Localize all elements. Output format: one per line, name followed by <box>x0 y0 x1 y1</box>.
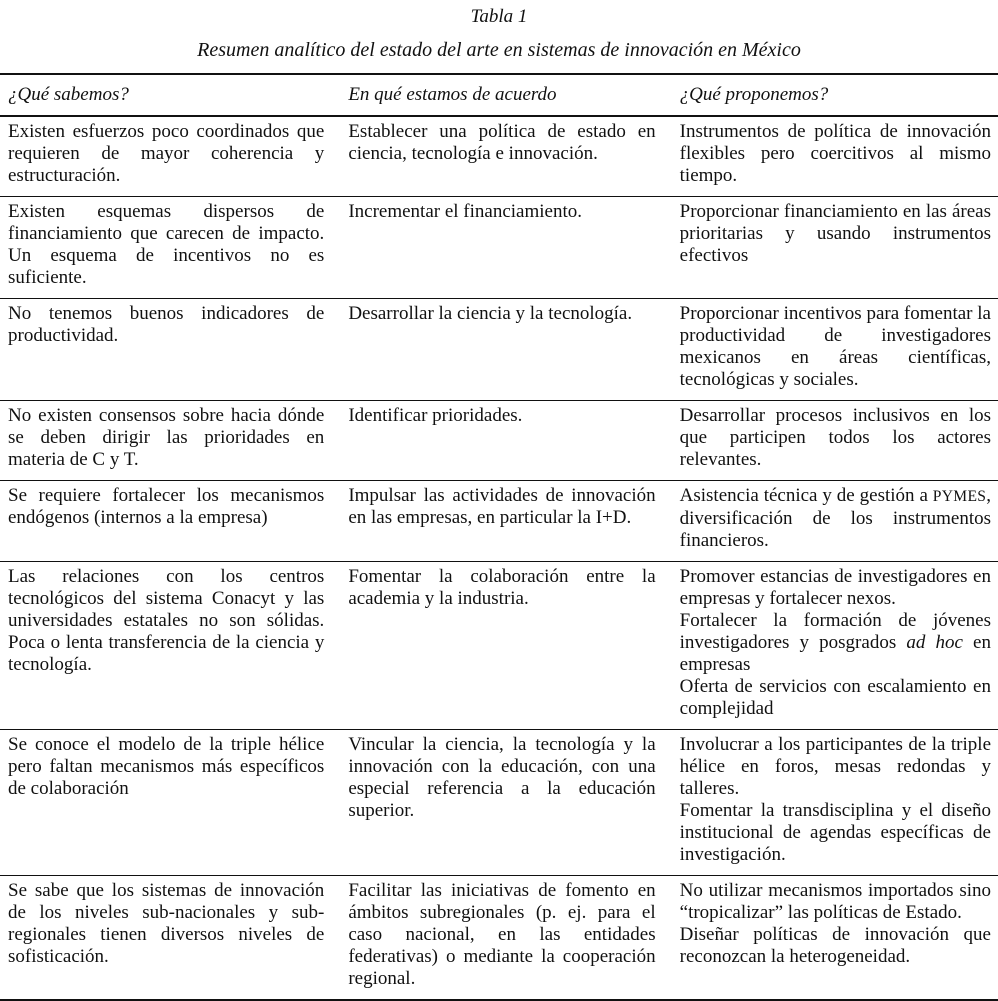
cell-paragraph: Existen esquemas dispersos de financiamiento que carecen de impacto. Un esquema de incentivos no es suficiente. <box>8 201 325 288</box>
cell-paragraph: Facilitar las iniciativas de fomento en ámbitos subregionales (p. ej. para el caso nacional, en las entidades federativas) o mediante la cooperación regional. <box>348 880 656 989</box>
cell-paragraph: Proporcionar incentivos para fomentar la productividad de investigadores mexicanos en áreas científicas, tecnológicas y sociales. <box>679 303 991 390</box>
cell-paragraph: Vincular la ciencia, la tecnología y la innovación con la educación, con una especial referencia a la educación superior. <box>348 734 656 821</box>
table-body <box>0 116 998 1000</box>
cell-proponemos <box>672 197 998 299</box>
table-row <box>0 401 998 481</box>
cell-paragraph: No existen consensos sobre hacia dónde se deben dirigir las prioridades en materia de C y T. <box>8 405 325 470</box>
table-row <box>0 197 998 299</box>
cell-proponemos <box>672 562 998 730</box>
table-caption-number: Tabla 1 <box>470 6 528 27</box>
cell-proponemos <box>672 730 998 876</box>
column-header-que-proponemos: ¿Qué proponemos? <box>672 74 998 116</box>
cell-proponemos <box>672 116 998 197</box>
cell-paragraph: Incrementar el financiamiento. <box>348 201 582 222</box>
smallcaps-text: PYMES <box>932 488 987 505</box>
cell-proponemos <box>672 876 998 1001</box>
cell-paragraph: Las relaciones con los centros tecnológicos del sistema Conacyt y las universidades estatales no son sólidas. Poca o lenta transferencia de la ciencia y tecnología. <box>8 566 325 675</box>
table-row <box>0 481 998 562</box>
cell-paragraph: Desarrollar procesos inclusivos en los que participen todos los actores relevantes. <box>679 405 991 470</box>
cell-paragraph: Desarrollar la ciencia y la tecnología. <box>348 303 633 324</box>
cell-paragraph: Promover estancias de investigadores en empresas y fortalecer nexos. <box>679 566 991 609</box>
cell-paragraph: Involucrar a los participantes de la triple hélice en foros, mesas redondas y talleres. <box>679 734 991 799</box>
cell-paragraph: Identificar prioridades. <box>348 405 523 426</box>
cell-sabemos <box>0 730 340 876</box>
cell-paragraph <box>680 485 991 552</box>
cell-acuerdo <box>340 197 671 299</box>
cell-paragraph: No utilizar mecanismos importados sino “tropicalizar” las políticas de Estado. <box>679 880 991 923</box>
cell-acuerdo <box>340 562 671 730</box>
cell-paragraph: Se sabe que los sistemas de innovación de los niveles sub-nacionales y sub-regionales tienen diversos niveles de sofisticación. <box>8 880 325 967</box>
cell-sabemos <box>0 562 340 730</box>
cell-sabemos <box>0 481 340 562</box>
cell-acuerdo <box>340 299 671 401</box>
cell-paragraph <box>680 610 991 676</box>
cell-paragraph: No tenemos buenos indicadores de productividad. <box>8 303 325 346</box>
paper-page <box>0 5 998 1001</box>
italic-text: ad hoc <box>906 632 963 653</box>
cell-paragraph: Fomentar la colaboración entre la academia y la industria. <box>348 566 656 609</box>
text-segment: en empresas <box>679 632 991 675</box>
table-row <box>0 299 998 401</box>
cell-paragraph: Se requiere fortalecer los mecanismos endógenos (internos a la empresa) <box>8 485 325 528</box>
table-row <box>0 730 998 876</box>
cell-paragraph: Instrumentos de política de innovación flexibles pero coercitivos al mismo tiempo. <box>679 121 991 186</box>
cell-paragraph: Existen esfuerzos poco coordinados que requieren de mayor coherencia y estructuración. <box>8 121 325 186</box>
cell-sabemos <box>0 299 340 401</box>
cell-paragraph: Se conoce el modelo de la triple hélice pero faltan mecanismos más específicos de colaboración <box>8 734 325 799</box>
cell-paragraph: Oferta de servicios con escalamiento en complejidad <box>679 676 991 719</box>
table-caption-title: Resumen analítico del estado del arte en sistemas de innovación en México <box>197 39 801 61</box>
cell-acuerdo <box>340 730 671 876</box>
column-header-en-que-estamos-de-acuerdo: En qué estamos de acuerdo <box>340 74 671 116</box>
cell-acuerdo <box>340 401 671 481</box>
innovation-summary-table <box>0 73 998 1001</box>
cell-paragraph: Impulsar las actividades de innovación en las empresas, en particular la I+D. <box>348 485 656 528</box>
cell-paragraph: Diseñar políticas de innovación que reconozcan la heterogeneidad. <box>679 924 991 967</box>
text-segment: , diversificación de los instrumentos financieros. <box>679 485 991 551</box>
cell-proponemos <box>672 299 998 401</box>
cell-paragraph: Proporcionar financiamiento en las áreas prioritarias y usando instrumentos efectivos <box>679 201 991 266</box>
cell-acuerdo <box>340 116 671 197</box>
table-row <box>0 116 998 197</box>
cell-sabemos <box>0 116 340 197</box>
text-segment: Asistencia técnica y de gestión a <box>679 485 933 506</box>
cell-paragraph: Fomentar la transdisciplina y el diseño institucional de agendas específicas de investigación. <box>679 800 991 865</box>
text-segment: Fortalecer la formación de jóvenes investigadores y posgrados <box>679 610 991 653</box>
header-row <box>0 74 998 116</box>
cell-proponemos <box>672 481 998 562</box>
cell-sabemos <box>0 197 340 299</box>
cell-acuerdo <box>340 876 671 1001</box>
table-row <box>0 562 998 730</box>
column-header-que-sabemos: ¿Qué sabemos? <box>0 74 340 116</box>
cell-acuerdo <box>340 481 671 562</box>
table-row <box>0 876 998 1001</box>
cell-proponemos <box>672 401 998 481</box>
cell-sabemos <box>0 876 340 1001</box>
cell-sabemos <box>0 401 340 481</box>
cell-paragraph: Establecer una política de estado en ciencia, tecnología e innovación. <box>348 121 656 164</box>
